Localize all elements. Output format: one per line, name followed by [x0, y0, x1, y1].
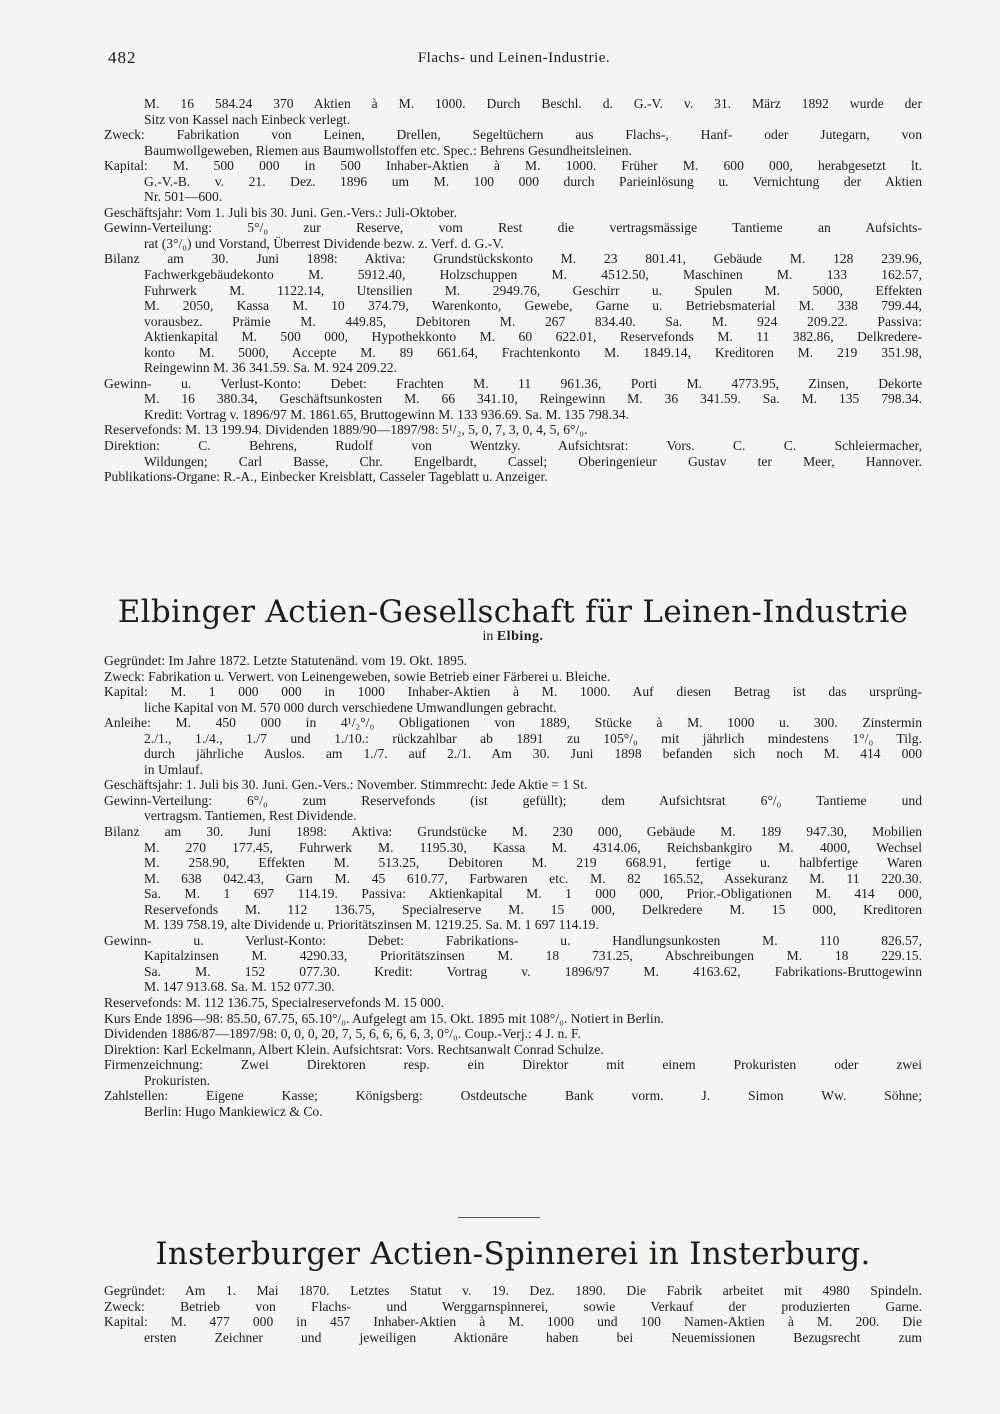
company-location — [104, 629, 922, 645]
text-line: Kurs Ende 1896—98: 85.50, 67.75, 65.10°/₀. Aufgelegt am 15. Okt. 1895 mit 108°/₀. Notiert in Berlin. — [104, 1010, 664, 1026]
text-line: Firmenzeichnung: Zwei Direktoren resp. ein Direktor mit einem Prokuristen oder zwei — [104, 1057, 922, 1073]
text-line: Kapitalzinsen M. 4290.33, Prioritätszinsen M. 18 731.25, Abschreibungen M. 18 229.15. — [144, 948, 922, 964]
text-line: in Umlauf. — [144, 761, 203, 777]
text-line: Publikations-Organe: R.-A., Einbecker Kreisblatt, Casseler Tageblatt u. Anzeiger. — [104, 469, 548, 485]
text-line: Dividenden 1886/87—1897/98: 0, 0, 0, 20, 7, 5, 6, 6, 6, 6, 3, 0°/₀. Coup.-Verj.: 4 J. n. F. — [104, 1026, 581, 1042]
text-line: M. 258.90, Effekten M. 513.25, Debitoren M. 219 668.91, fertige u. halbfertige Waren — [144, 855, 922, 871]
page-number: 482 — [108, 48, 137, 67]
text-line: Kapital: M. 477 000 in 457 Inhaber-Aktien à M. 1000 und 100 Namen-Aktien à M. 200. Die — [104, 1314, 922, 1330]
text-line: Reservefonds M. 112 136.75, Specialreserve M. 15 000, Delkredere M. 15 000, Kreditoren — [144, 901, 922, 917]
location-prefix: in — [482, 629, 494, 644]
text-line: rat (3°/₀) und Vorstand, Überrest Dividende bezw. z. Verf. d. G.-V. — [144, 235, 504, 251]
running-head — [108, 48, 920, 72]
text-line: Geschäftsjahr: Vom 1. Juli bis 30. Juni. Gen.-Vers.: Juli-Oktober. — [104, 204, 457, 220]
text-line: M. 270 177.45, Fuhrwerk M. 1195.30, Kassa M. 4314.06, Reichsbankgiro M. 4000, Wechsel — [144, 839, 922, 855]
text-line: Berlin: Hugo Mankiewicz & Co. — [144, 1103, 323, 1119]
text-line: Kapital: M. 1 000 000 in 1000 Inhaber-Aktien à M. 1000. Auf diesen Betrag ist das ursprüng- — [104, 684, 922, 700]
text-line: durch jährliche Auslos. am 1./7. auf 2./1. Am 30. Juni 1898 befanden sich noch M. 414 000 — [144, 746, 922, 762]
text-line: Zweck: Fabrikation von Leinen, Drellen, Segeltüchern aus Flachs-, Hanf- oder Jutegarn, von — [104, 127, 922, 143]
text-line: Nr. 501—600. — [144, 189, 223, 205]
text-line: Reservefonds: M. 112 136.75, Specialreservefonds M. 15 000. — [104, 995, 445, 1011]
text-line: vertragsm. Tantiemen, Rest Dividende. — [144, 808, 357, 824]
text-line: Direktion: C. Behrens, Rudolf von Wentzky. Aufsichtsrat: Vors. C. C. Schleiermacher, — [104, 438, 922, 454]
text-line: Fachwerkgebäudekonto M. 5912.40, Holzschuppen M. 4512.50, Maschinen M. 133 162.57, — [144, 267, 922, 283]
text-line: konto M. 5000, Accepte M. 89 661.64, Frachtenkonto M. 1849.14, Kreditoren M. 219 351.98, — [144, 344, 922, 360]
text-line: M. 16 380.34, Geschäftsunkosten M. 66 341.10, Reingewinn M. 36 341.59. Sa. M. 135 798.34. — [144, 391, 922, 407]
text-line: Aktienkapital M. 500 000, Hypothekkonto M. 60 622.01, Reservefonds M. 11 382.86, Delkredere- — [144, 329, 922, 345]
text-line: Reservefonds: M. 13 199.94. Dividenden 1889/90—1897/98: 5¹/₂, 5, 0, 7, 3, 0, 4, 5, 6°/₀. — [104, 422, 588, 438]
text-line: Bilanz am 30. Juni 1898: Aktiva: Grundstücke M. 230 000, Gebäude M. 189 947.30, Mobilien — [104, 824, 922, 840]
text-line: Sitz von Kassel nach Einbeck verlegt. — [144, 111, 351, 127]
text-line: Prokuristen. — [144, 1072, 211, 1088]
text-line: Zweck: Fabrikation u. Verwert. von Leinengeweben, sowie Betrieb einer Färberei u. Bleiche. — [104, 668, 611, 684]
text-line: M. 638 042.43, Garn M. 45 610.77, Farbwaren etc. M. 82 165.52, Assekuranz M. 11 220.30. — [144, 870, 922, 886]
text-line: Zahlstellen: Eigene Kasse; Königsberg: Ostdeutsche Bank vorm. J. Simon Ww. Söhne; — [104, 1088, 922, 1104]
previous-company-entry — [104, 96, 922, 485]
text-line: Gewinn- u. Verlust-Konto: Debet: Frachten M. 11 961.36, Porti M. 4773.95, Zinsen, Dekorte — [104, 375, 922, 391]
location-place: Elbing. — [496, 629, 544, 644]
text-line: M. 2050, Kassa M. 10 374.79, Warenkonto, Gewebe, Garne u. Betriebsmaterial M. 338 799.44, — [144, 298, 922, 314]
text-line: Sa. M. 152 077.30. Kredit: Vortrag v. 1896/97 M. 4163.62, Fabrikations-Bruttogewinn — [144, 963, 922, 979]
text-line: Gewinn-Verteilung: 5°/₀ zur Reserve, vom Rest die vertragsmässige Tantieme an Aufsichts- — [104, 220, 922, 236]
text-line: Kapital: M. 500 000 in 500 Inhaber-Aktien à M. 1000. Früher M. 600 000, herabgesetzt lt. — [104, 158, 922, 174]
text-line: 2./1., 1./4., 1./7 und 1./10.: rückzahlbar ab 1891 zu 105°/₀ mit jährlich mindestens 1°/₀ Tilg. — [144, 730, 922, 746]
section-divider — [458, 1217, 540, 1218]
text-line: M. 147 913.68. Sa. M. 152 077.30. — [144, 979, 335, 995]
text-line: ersten Zeichner und jeweiligen Aktionäre haben bei Neuemissionen Bezugsrecht zum — [144, 1329, 922, 1345]
text-line: vorausbez. Prämie M. 449.85, Debitoren M. 267 834.40. Sa. M. 924 209.22. Passiva: — [144, 313, 922, 329]
text-line: Geschäftsjahr: 1. Juli bis 30. Juni. Gen.-Vers.: November. Stimmrecht: Jede Aktie = 1 St. — [104, 777, 588, 793]
text-line: liche Kapital von M. 570 000 durch verschiedene Umwandlungen gebracht. — [144, 699, 557, 715]
text-line: Fuhrwerk M. 1122.14, Utensilien M. 2949.76, Geschirr u. Spulen M. 5000, Effekten — [144, 282, 922, 298]
text-line: M. 139 758.19, alte Dividende u. Prioritätszinsen M. 1219.25. Sa. M. 1 697 114.19. — [144, 917, 599, 933]
text-line: Bilanz am 30. Juni 1898: Aktiva: Grundstückskonto M. 23 801.41, Gebäude M. 128 239.96, — [104, 251, 922, 267]
text-line: Gewinn- u. Verlust-Konto: Debet: Fabrikations- u. Handlungsunkosten M. 110 826.57, — [104, 932, 922, 948]
text-line: Zweck: Betrieb von Flachs- und Werggarnspinnerei, sowie Verkauf der produzierten Garne. — [104, 1298, 922, 1314]
company-title: Insterburger Actien-Spinnerei in Insterburg. — [155, 1236, 871, 1272]
text-line: Reingewinn M. 36 341.59. Sa. M. 924 209.22. — [144, 360, 397, 376]
text-line: Gewinn-Verteilung: 6°/₀ zum Reservefonds (ist gefüllt); dem Aufsichtsrat 6°/₀ Tantieme und — [104, 792, 922, 808]
text-line: Baumwollgeweben, Riemen aus Baumwollstoffen etc. Spec.: Behrens Gesundheitsleinen. — [144, 142, 632, 158]
running-title: Flachs- und Leinen-Industrie. — [417, 50, 611, 66]
text-line: Direktion: Karl Eckelmann, Albert Klein. Aufsichtsrat: Vors. Rechtsanwalt Conrad Schulze. — [104, 1041, 604, 1057]
text-line: Sa. M. 1 697 114.19. Passiva: Aktienkapital M. 1 000 000, Prior.-Obligationen M. 414 000, — [144, 886, 922, 902]
insterburger-company-entry — [104, 1283, 922, 1345]
text-line: Wildungen; Carl Basse, Chr. Engelbardt, Cassel; Oberingenieur Gustav ter Meer, Hannover. — [144, 453, 922, 469]
insterburger-company-heading — [104, 1237, 922, 1271]
elbinger-company-heading — [104, 595, 922, 651]
company-title: Elbinger Actien-Gesellschaft für Leinen-Industrie — [117, 594, 909, 630]
text-line: Gegründet: Im Jahre 1872. Letzte Statutenänd. vom 19. Okt. 1895. — [104, 653, 468, 668]
text-line: Kredit: Vortrag v. 1896/97 M. 1861.65, Bruttogewinn M. 133 936.69. Sa. M. 135 798.34. — [144, 406, 629, 422]
elbinger-company-entry — [104, 653, 922, 1119]
text-line: M. 16 584.24 370 Aktien à M. 1000. Durch Beschl. d. G.-V. v. 31. März 1892 wurde der — [144, 96, 922, 111]
text-line: G.-V.-B. v. 21. Dez. 1896 um M. 100 000 durch Parieinlösung u. Vernichtung der Aktien — [144, 173, 922, 189]
text-line: Gegründet: Am 1. Mai 1870. Letztes Statut v. 19. Dez. 1890. Die Fabrik arbeitet mit 4980 Spindeln. — [104, 1283, 922, 1298]
text-line: Anleihe: M. 450 000 in 4¹/₂°/₀ Obligationen von 1889, Stücke à M. 1000 u. 300. Zinstermin — [104, 715, 922, 731]
